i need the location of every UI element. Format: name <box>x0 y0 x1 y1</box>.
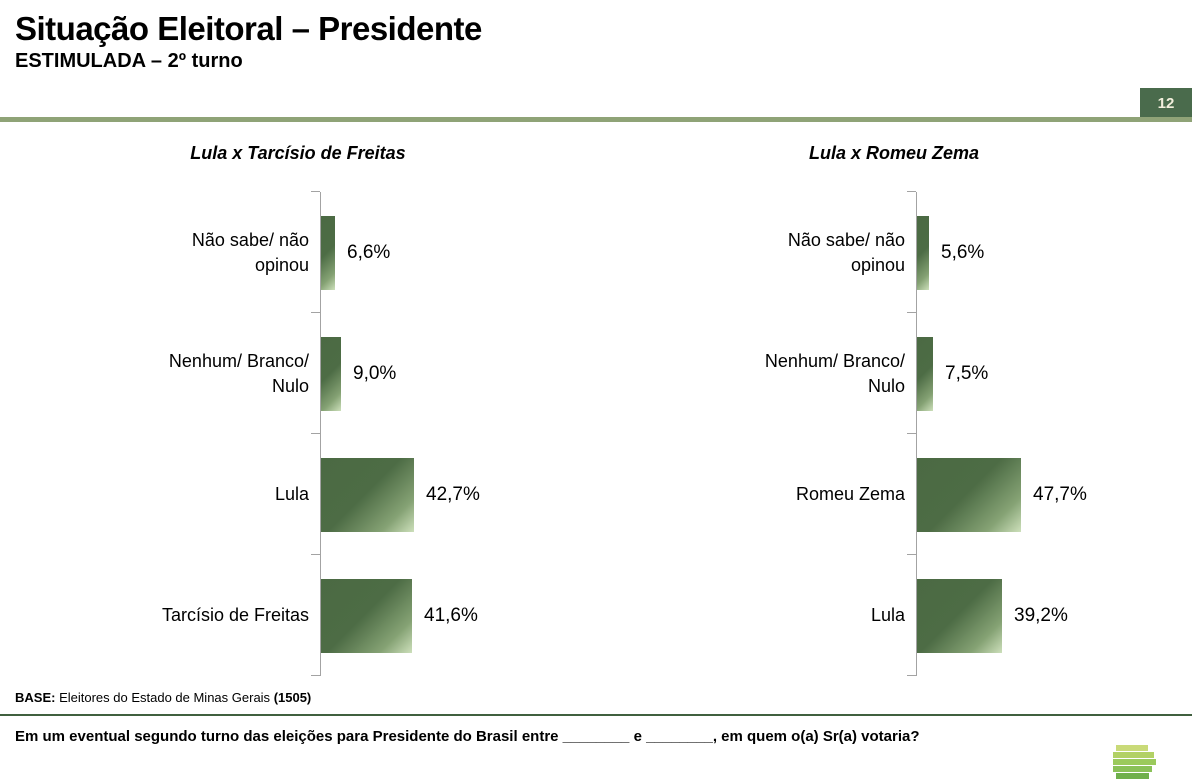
bar-cell <box>916 192 1172 313</box>
bar-cell <box>320 192 576 313</box>
logo-bar <box>1116 745 1148 751</box>
chart-title: Lula x Romeu Zema <box>808 143 980 163</box>
chart-row <box>20 313 576 434</box>
bar <box>917 337 933 411</box>
bar-cell <box>916 313 1172 434</box>
value-label: 47,7% <box>1033 483 1087 505</box>
base-text: Eleitores do Estado de Minas Gerais <box>55 690 274 705</box>
category-label: Nenhum/ Branco/ Nulo <box>168 351 309 396</box>
bar-cell <box>320 434 576 555</box>
value-label: 42,7% <box>426 483 480 505</box>
value-label: 6,6% <box>347 241 391 263</box>
charts-area <box>0 125 1192 676</box>
chart-plot <box>20 192 576 676</box>
bar <box>917 458 1021 532</box>
chart-plot <box>616 192 1172 676</box>
chart-title: Lula x Tarcísio de Freitas <box>190 143 406 163</box>
category-label: Não sabe/ não opinou <box>787 230 905 275</box>
bar <box>917 579 1002 653</box>
chart-row <box>20 555 576 676</box>
category-label: Nenhum/ Branco/ Nulo <box>764 351 905 396</box>
bar-cell <box>320 313 576 434</box>
logo-bar <box>1113 766 1152 772</box>
value-label: 39,2% <box>1014 604 1068 626</box>
page-title: Situação Eleitoral – Presidente <box>15 10 482 47</box>
logo-bar <box>1113 752 1154 758</box>
bar-cell <box>916 434 1172 555</box>
bar <box>321 458 414 532</box>
chart-row <box>616 313 1172 434</box>
chart-lula-tarcisio <box>20 143 576 676</box>
category-label: Lula <box>870 605 905 626</box>
survey-question: Em um eventual segundo turno das eleições para Presidente do Brasil entre ________ e ________, em quem o(a) Sr(a) votaria? <box>15 728 920 745</box>
bar <box>321 216 335 290</box>
page-subtitle: ESTIMULADA – 2º turno <box>15 50 243 72</box>
bar-cell <box>320 555 576 676</box>
base-note <box>0 690 1192 705</box>
value-label: 7,5% <box>945 362 989 384</box>
chart-row <box>20 192 576 313</box>
chart-row <box>616 192 1172 313</box>
category-label: Não sabe/ não opinou <box>191 230 309 275</box>
category-label: Tarcísio de Freitas <box>161 605 309 626</box>
chart-row <box>20 434 576 555</box>
base-label: BASE: <box>15 690 56 705</box>
chart-row <box>616 434 1172 555</box>
logo-bar <box>1113 759 1156 765</box>
category-label: Lula <box>274 484 309 505</box>
header <box>0 0 1192 125</box>
value-label: 9,0% <box>353 362 397 384</box>
chart-row <box>616 555 1172 676</box>
page-number-badge: 12 <box>1140 88 1192 119</box>
category-label: Romeu Zema <box>795 484 905 505</box>
logo-bar <box>1116 773 1149 779</box>
bar <box>321 579 412 653</box>
bar <box>321 337 341 411</box>
chart-lula-zema <box>616 143 1172 676</box>
header-divider <box>0 117 1192 122</box>
bar-cell <box>916 555 1172 676</box>
bar <box>917 216 929 290</box>
value-label: 5,6% <box>941 241 985 263</box>
base-count: (1505) <box>273 690 312 705</box>
logo-bars-icon <box>1113 744 1159 779</box>
value-label: 41,6% <box>424 604 478 626</box>
